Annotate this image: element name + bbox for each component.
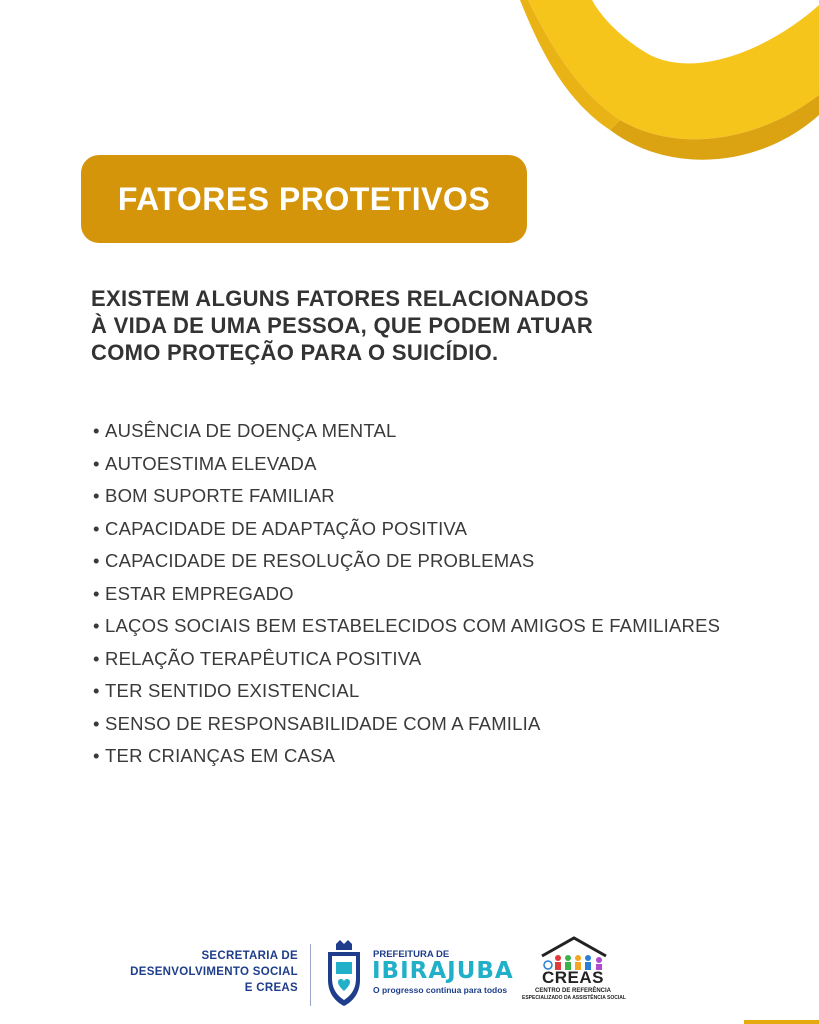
factor-item: • ESTAR EMPREGADO	[93, 579, 720, 612]
factor-item: • AUSÊNCIA DE DOENÇA MENTAL	[93, 416, 720, 449]
title-banner	[81, 155, 527, 243]
creas-name: CREAS	[541, 968, 604, 987]
prefeitura-label: PREFEITURA DE	[373, 949, 450, 960]
secretaria-line: E CREAS	[244, 982, 298, 994]
factor-item: • BOM SUPORTE FAMILIAR	[93, 481, 720, 514]
factors-list	[93, 416, 720, 774]
footer-logos	[0, 930, 819, 1024]
factor-item: • RELAÇÃO TERAPÊUTICA POSITIVA	[93, 644, 720, 677]
creas-subtitle: CENTRO DE REFERÊNCIA	[534, 988, 611, 994]
intro-line: COMO PROTEÇÃO PARA O SUICÍDIO.	[91, 340, 499, 365]
factor-item: • SENSO DE RESPONSABILIDADE COM A FAMILIA	[93, 709, 720, 742]
factor-item: • TER SENTIDO EXISTENCIAL	[93, 676, 720, 709]
corner-accent-bar	[744, 1020, 819, 1024]
intro-line: À VIDA DE UMA PESSOA, QUE PODEM ATUAR	[91, 313, 594, 338]
factor-item: • AUTOESTIMA ELEVADA	[93, 449, 720, 482]
secretaria-label	[100, 948, 298, 996]
intro-line: EXISTEM ALGUNS FATORES RELACIONADOS	[91, 286, 589, 311]
city-coat-of-arms-icon	[322, 938, 366, 1008]
city-name: IBIRAJUBA	[372, 958, 514, 984]
creas-subtitle: ESPECIALIZADO DA ASSISTÊNCIA SOCIAL	[522, 995, 626, 1001]
city-slogan: O progresso continua para todos	[373, 985, 508, 995]
intro-text	[91, 285, 731, 366]
secretaria-line: DESENVOLVIMENTO SOCIAL	[130, 966, 298, 978]
footer-divider	[310, 944, 311, 1006]
page-title: FATORES PROTETIVOS	[117, 180, 491, 217]
factor-item: • CAPACIDADE DE RESOLUÇÃO DE PROBLEMAS	[93, 546, 720, 579]
secretaria-line: SECRETARIA DE	[201, 950, 298, 962]
factor-item: • CAPACIDADE DE ADAPTAÇÃO POSITIVA	[93, 514, 720, 547]
factor-item: • LAÇOS SOCIAIS BEM ESTABELECIDOS COM AMIGOS E FAMILIARES	[93, 611, 720, 644]
factor-item: • TER CRIANÇAS EM CASA	[93, 741, 720, 774]
